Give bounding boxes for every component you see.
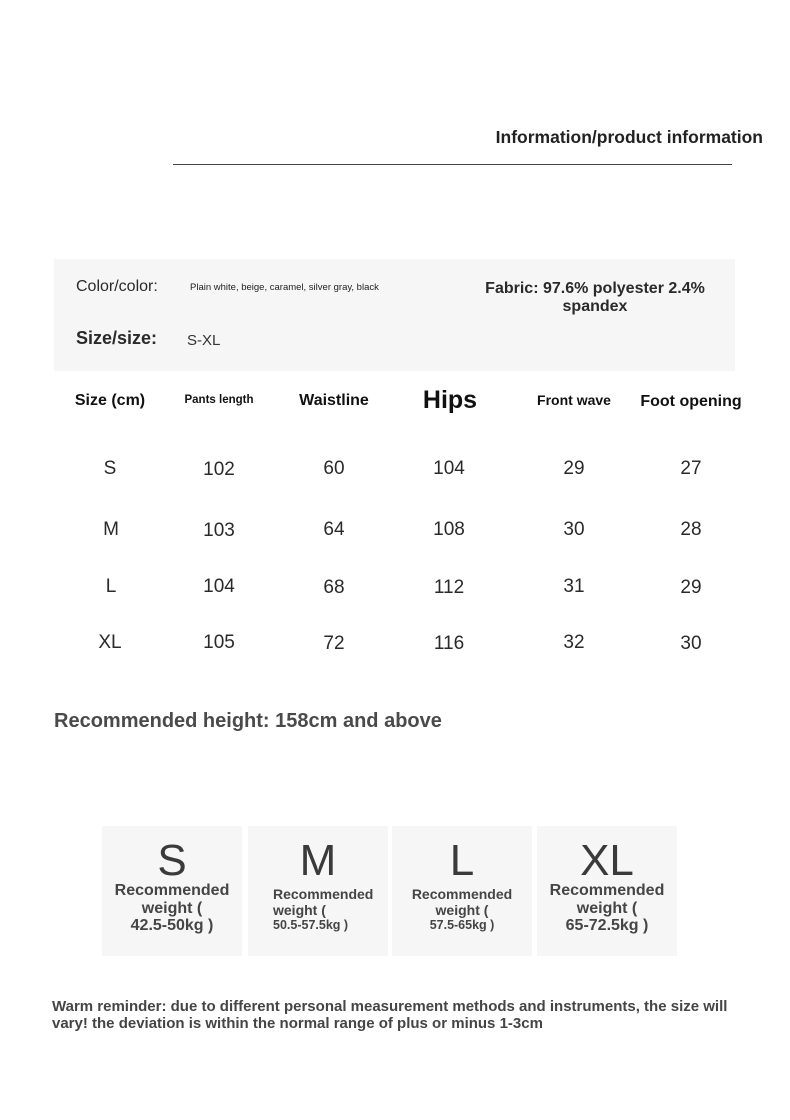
fabric-info: Fabric: 97.6% polyester 2.4% spandex	[485, 280, 705, 315]
table-cell: 103	[203, 520, 235, 541]
table-header-pants-length: Pants length	[184, 394, 254, 406]
table-cell: XL	[98, 632, 122, 653]
table-header-foot-opening: Foot opening	[640, 393, 742, 410]
weight-card-m	[248, 826, 388, 956]
table-header-size: Size (cm)	[74, 392, 146, 409]
recommended-height: Recommended height: 158cm and above	[54, 710, 442, 732]
table-header-hips: Hips	[422, 386, 478, 414]
card-weight-range: 65-72.5kg )	[565, 917, 649, 934]
table-cell: 29	[563, 458, 585, 479]
title-divider	[173, 164, 732, 165]
card-weight-label: weight (	[576, 899, 638, 917]
card-weight-range: 57.5-65kg )	[429, 918, 495, 932]
size-label: Size/size:	[76, 328, 158, 348]
table-cell: 30	[680, 633, 702, 654]
card-weight-range: 42.5-50kg )	[130, 917, 214, 934]
table-cell: 102	[203, 459, 235, 480]
card-weight-label: weight (	[273, 901, 326, 918]
size-value: S-XL	[187, 332, 221, 349]
card-recommended-label: Recommended	[273, 886, 374, 902]
table-cell: 108	[433, 519, 465, 540]
card-size-label: L	[449, 836, 475, 885]
card-recommended-label: Recommended	[411, 886, 513, 902]
table-cell: 32	[563, 632, 585, 653]
table-cell: 30	[563, 519, 585, 540]
card-weight-label: weight (	[141, 899, 203, 917]
table-cell: 112	[433, 577, 465, 598]
color-value: Plain white, beige, caramel, silver gray, black	[190, 282, 379, 293]
table-cell: 64	[323, 519, 345, 540]
card-size-label: S	[157, 836, 187, 885]
color-label: Color/color:	[76, 278, 158, 295]
card-weight-range: 50.5-57.5kg )	[273, 918, 349, 932]
table-cell: 60	[323, 458, 345, 479]
card-size-label: M	[299, 836, 337, 885]
table-cell: 27	[680, 458, 702, 479]
card-recommended-label: Recommended	[114, 882, 230, 899]
page-title: Information/product information	[495, 127, 763, 147]
table-cell: S	[103, 458, 117, 479]
table-cell: 31	[563, 576, 585, 597]
table-cell: 72	[323, 633, 345, 654]
table-cell: 28	[680, 519, 702, 540]
table-cell: M	[103, 519, 119, 540]
table-cell: 29	[680, 577, 702, 598]
card-recommended-label: Recommended	[549, 882, 665, 899]
table-cell: 105	[203, 632, 235, 653]
weight-card-s	[102, 826, 242, 956]
table-cell: 116	[433, 633, 465, 654]
card-size-label: XL	[580, 836, 634, 885]
card-weight-label: weight (	[435, 901, 489, 918]
table-header-front-wave: Front wave	[537, 392, 611, 408]
warm-reminder: Warm reminder: due to different personal measurement methods and instruments, the size will vary! the deviation is within the normal range of plus or minus 1-3cm	[52, 998, 728, 1032]
weight-card-xl	[537, 826, 677, 956]
table-cell: 104	[203, 576, 235, 597]
weight-card-l	[392, 826, 532, 956]
table-cell: 68	[323, 577, 345, 598]
table-header-waistline: Waistline	[299, 392, 369, 409]
table-cell: 104	[433, 458, 465, 479]
table-cell: L	[105, 576, 117, 597]
